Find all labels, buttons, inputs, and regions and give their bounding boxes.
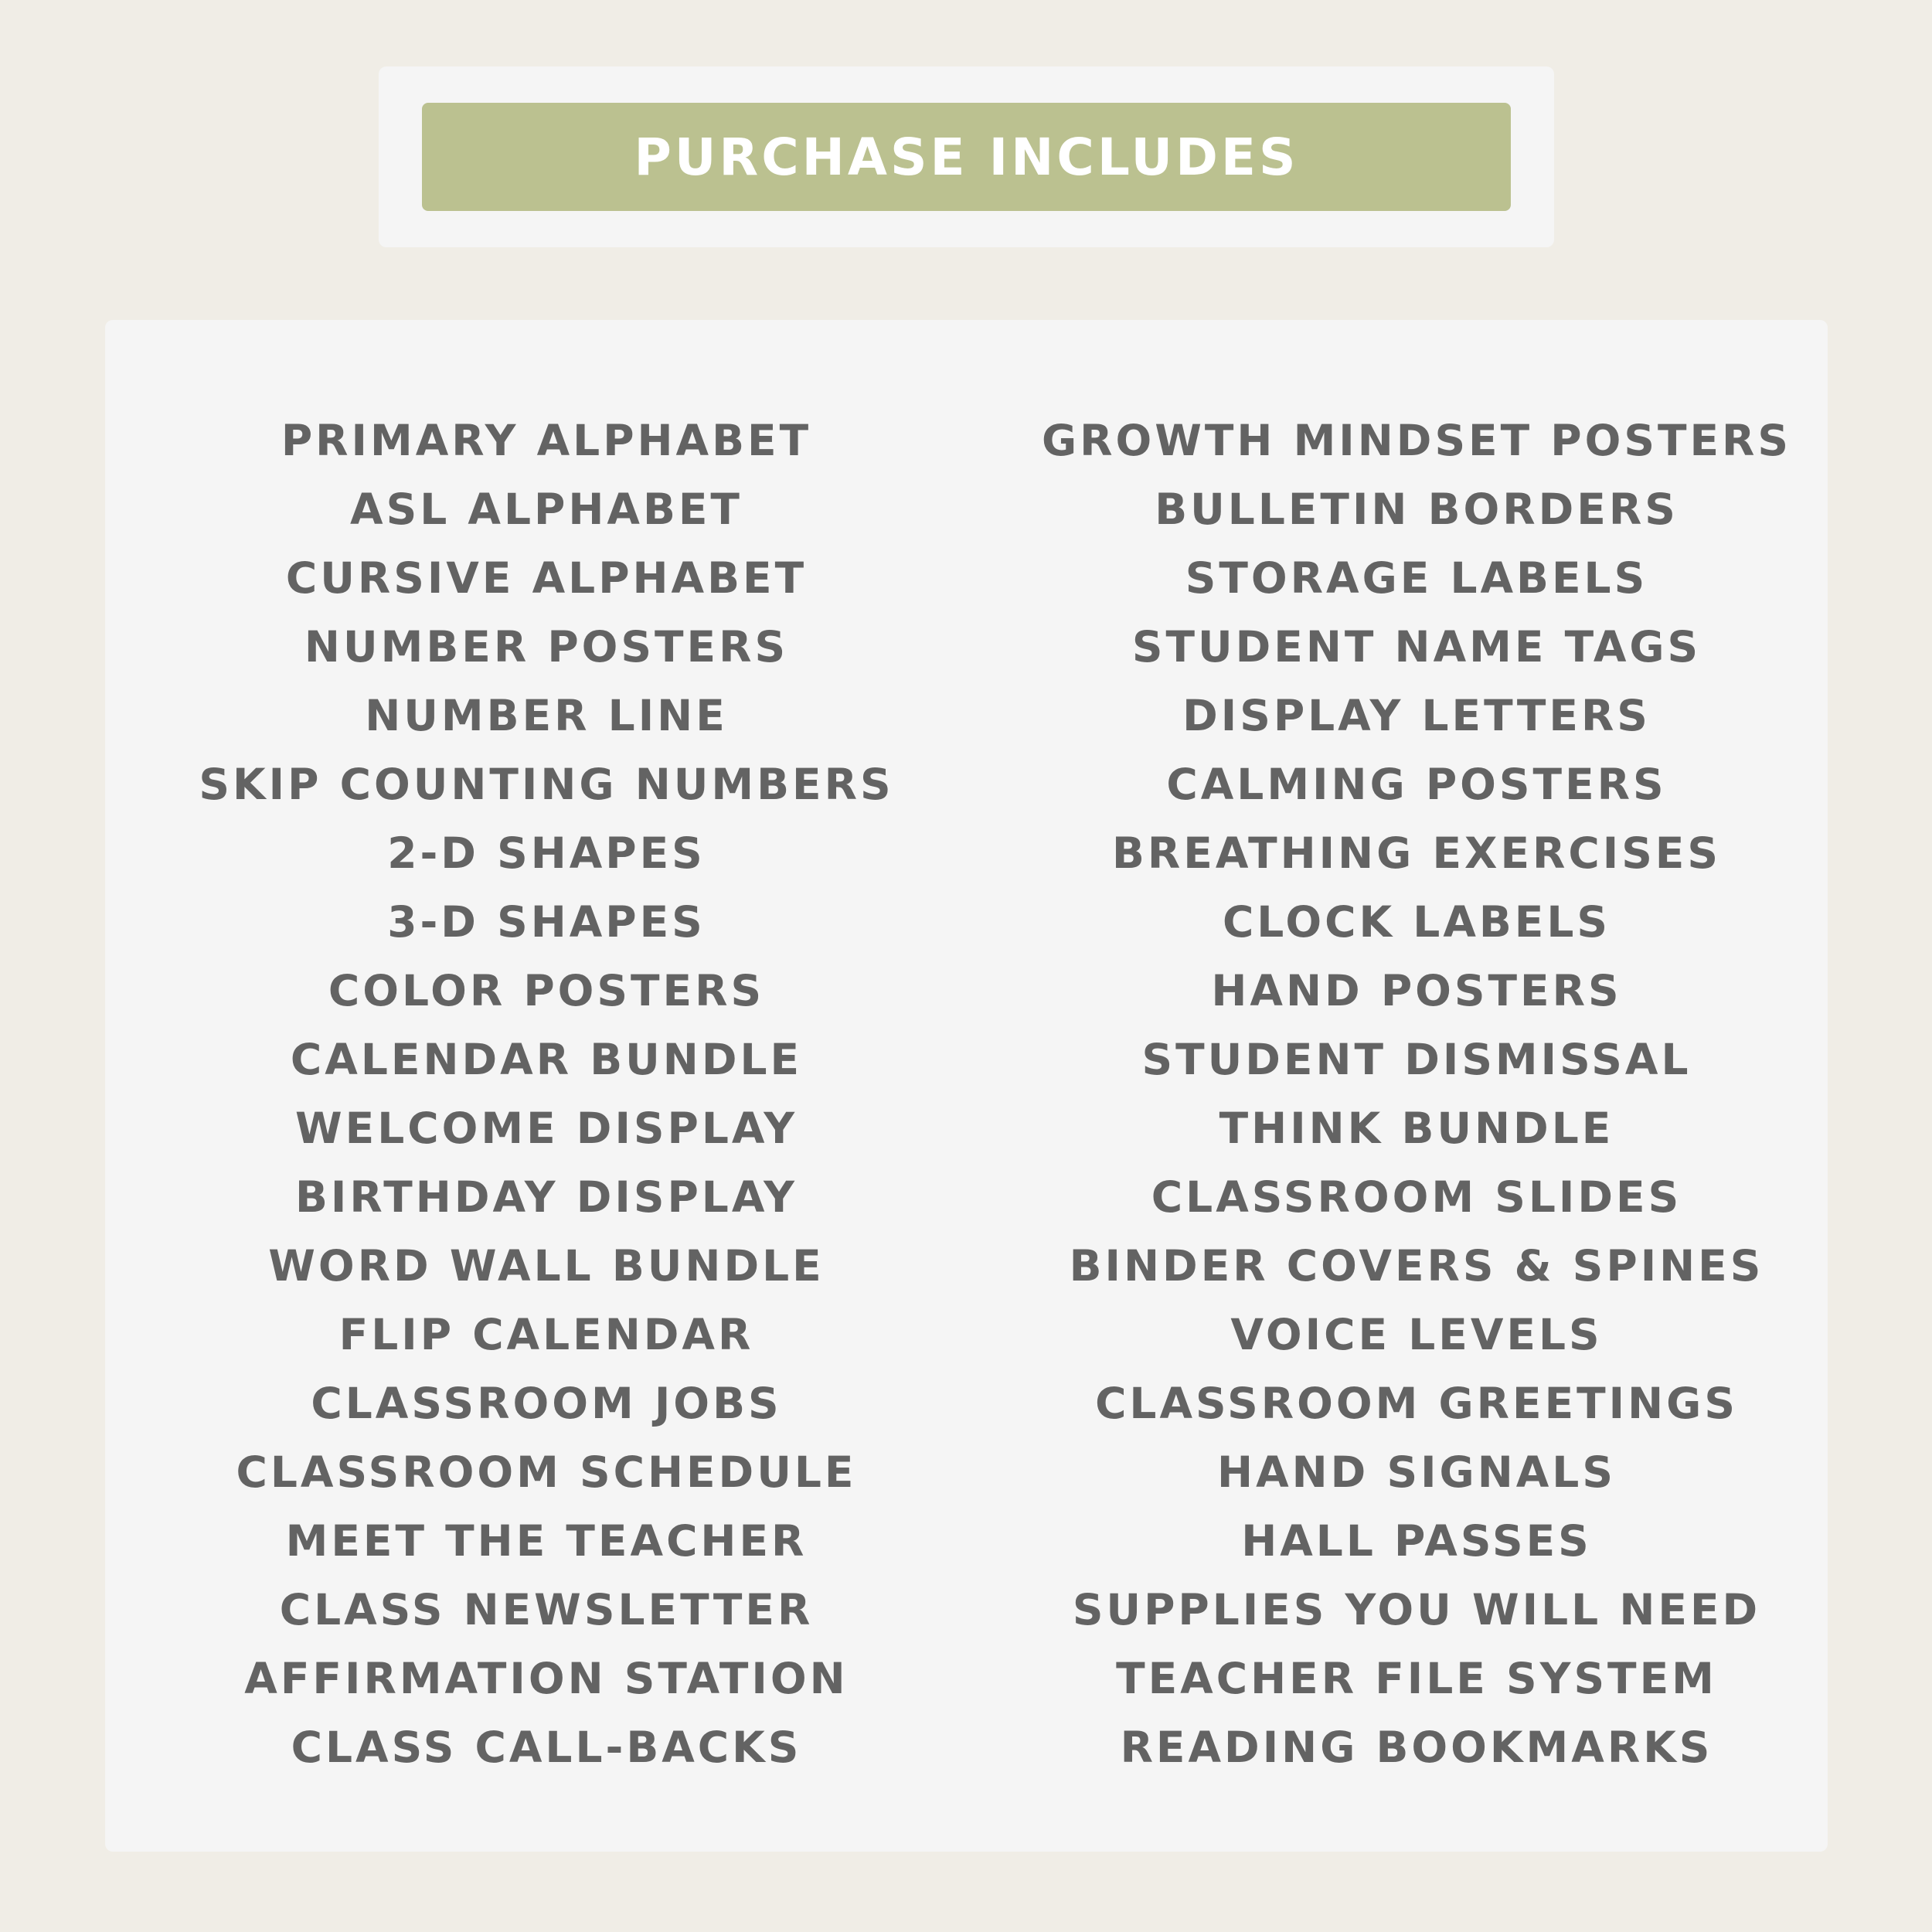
list-item: TEACHER FILE SYSTEM <box>1116 1654 1717 1703</box>
page-title: PURCHASE INCLUDES <box>634 127 1299 187</box>
list-item: CLASSROOM SCHEDULE <box>236 1447 857 1497</box>
list-item: FLIP CALENDAR <box>338 1310 754 1359</box>
list-item: CLASSROOM GREETINGS <box>1095 1379 1738 1428</box>
list-item: CALENDAR BUNDLE <box>290 1035 803 1084</box>
list-item: CLASS CALL-BACKS <box>291 1723 802 1772</box>
list-item: STORAGE LABELS <box>1185 553 1648 603</box>
list-item: CLOCK LABELS <box>1222 897 1611 947</box>
list-item: COLOR POSTERS <box>328 966 765 1015</box>
list-item: BULLETIN BORDERS <box>1155 485 1679 534</box>
header-banner <box>422 103 1511 211</box>
list-item: GROWTH MINDSET POSTERS <box>1041 416 1792 465</box>
list-item: HAND POSTERS <box>1211 966 1622 1015</box>
list-item: READING BOOKMARKS <box>1120 1723 1713 1772</box>
list-item: CLASSROOM JOBS <box>311 1379 782 1428</box>
list-item: CLASS NEWSLETTER <box>279 1585 814 1634</box>
list-item: THINK BUNDLE <box>1219 1104 1614 1153</box>
list-item: MEET THE TEACHER <box>285 1516 808 1566</box>
includes-list-card <box>105 320 1828 1852</box>
list-item: STUDENT DISMISSAL <box>1141 1035 1692 1084</box>
list-item: AFFIRMATION STATION <box>244 1654 849 1703</box>
list-item: NUMBER POSTERS <box>304 622 789 672</box>
list-item: CLASSROOM SLIDES <box>1151 1172 1682 1222</box>
list-item: PRIMARY ALPHABET <box>281 416 812 465</box>
list-item: VOICE LEVELS <box>1230 1310 1603 1359</box>
list-item: STUDENT NAME TAGS <box>1131 622 1702 672</box>
list-item: HALL PASSES <box>1241 1516 1592 1566</box>
list-item: BREATHING EXERCISES <box>1112 828 1721 878</box>
list-item: SUPPLIES YOU WILL NEED <box>1072 1585 1761 1634</box>
list-item: 3-D SHAPES <box>387 897 706 947</box>
list-item: DISPLAY LETTERS <box>1182 691 1651 740</box>
list-item: CALMING POSTERS <box>1166 760 1667 809</box>
list-item: WELCOME DISPLAY <box>294 1104 798 1153</box>
list-item: BIRTHDAY DISPLAY <box>295 1172 798 1222</box>
header-card <box>379 66 1554 247</box>
list-item: HAND SIGNALS <box>1217 1447 1616 1497</box>
list-item: SKIP COUNTING NUMBERS <box>199 760 894 809</box>
list-item: 2-D SHAPES <box>387 828 706 878</box>
list-item: WORD WALL BUNDLE <box>268 1241 825 1291</box>
list-item: ASL ALPHABET <box>350 485 743 534</box>
list-item: BINDER COVERS & SPINES <box>1069 1241 1764 1291</box>
includes-list-left <box>105 406 988 1782</box>
includes-list-right <box>975 406 1858 1782</box>
list-item: NUMBER LINE <box>365 691 728 740</box>
list-item: CURSIVE ALPHABET <box>285 553 808 603</box>
